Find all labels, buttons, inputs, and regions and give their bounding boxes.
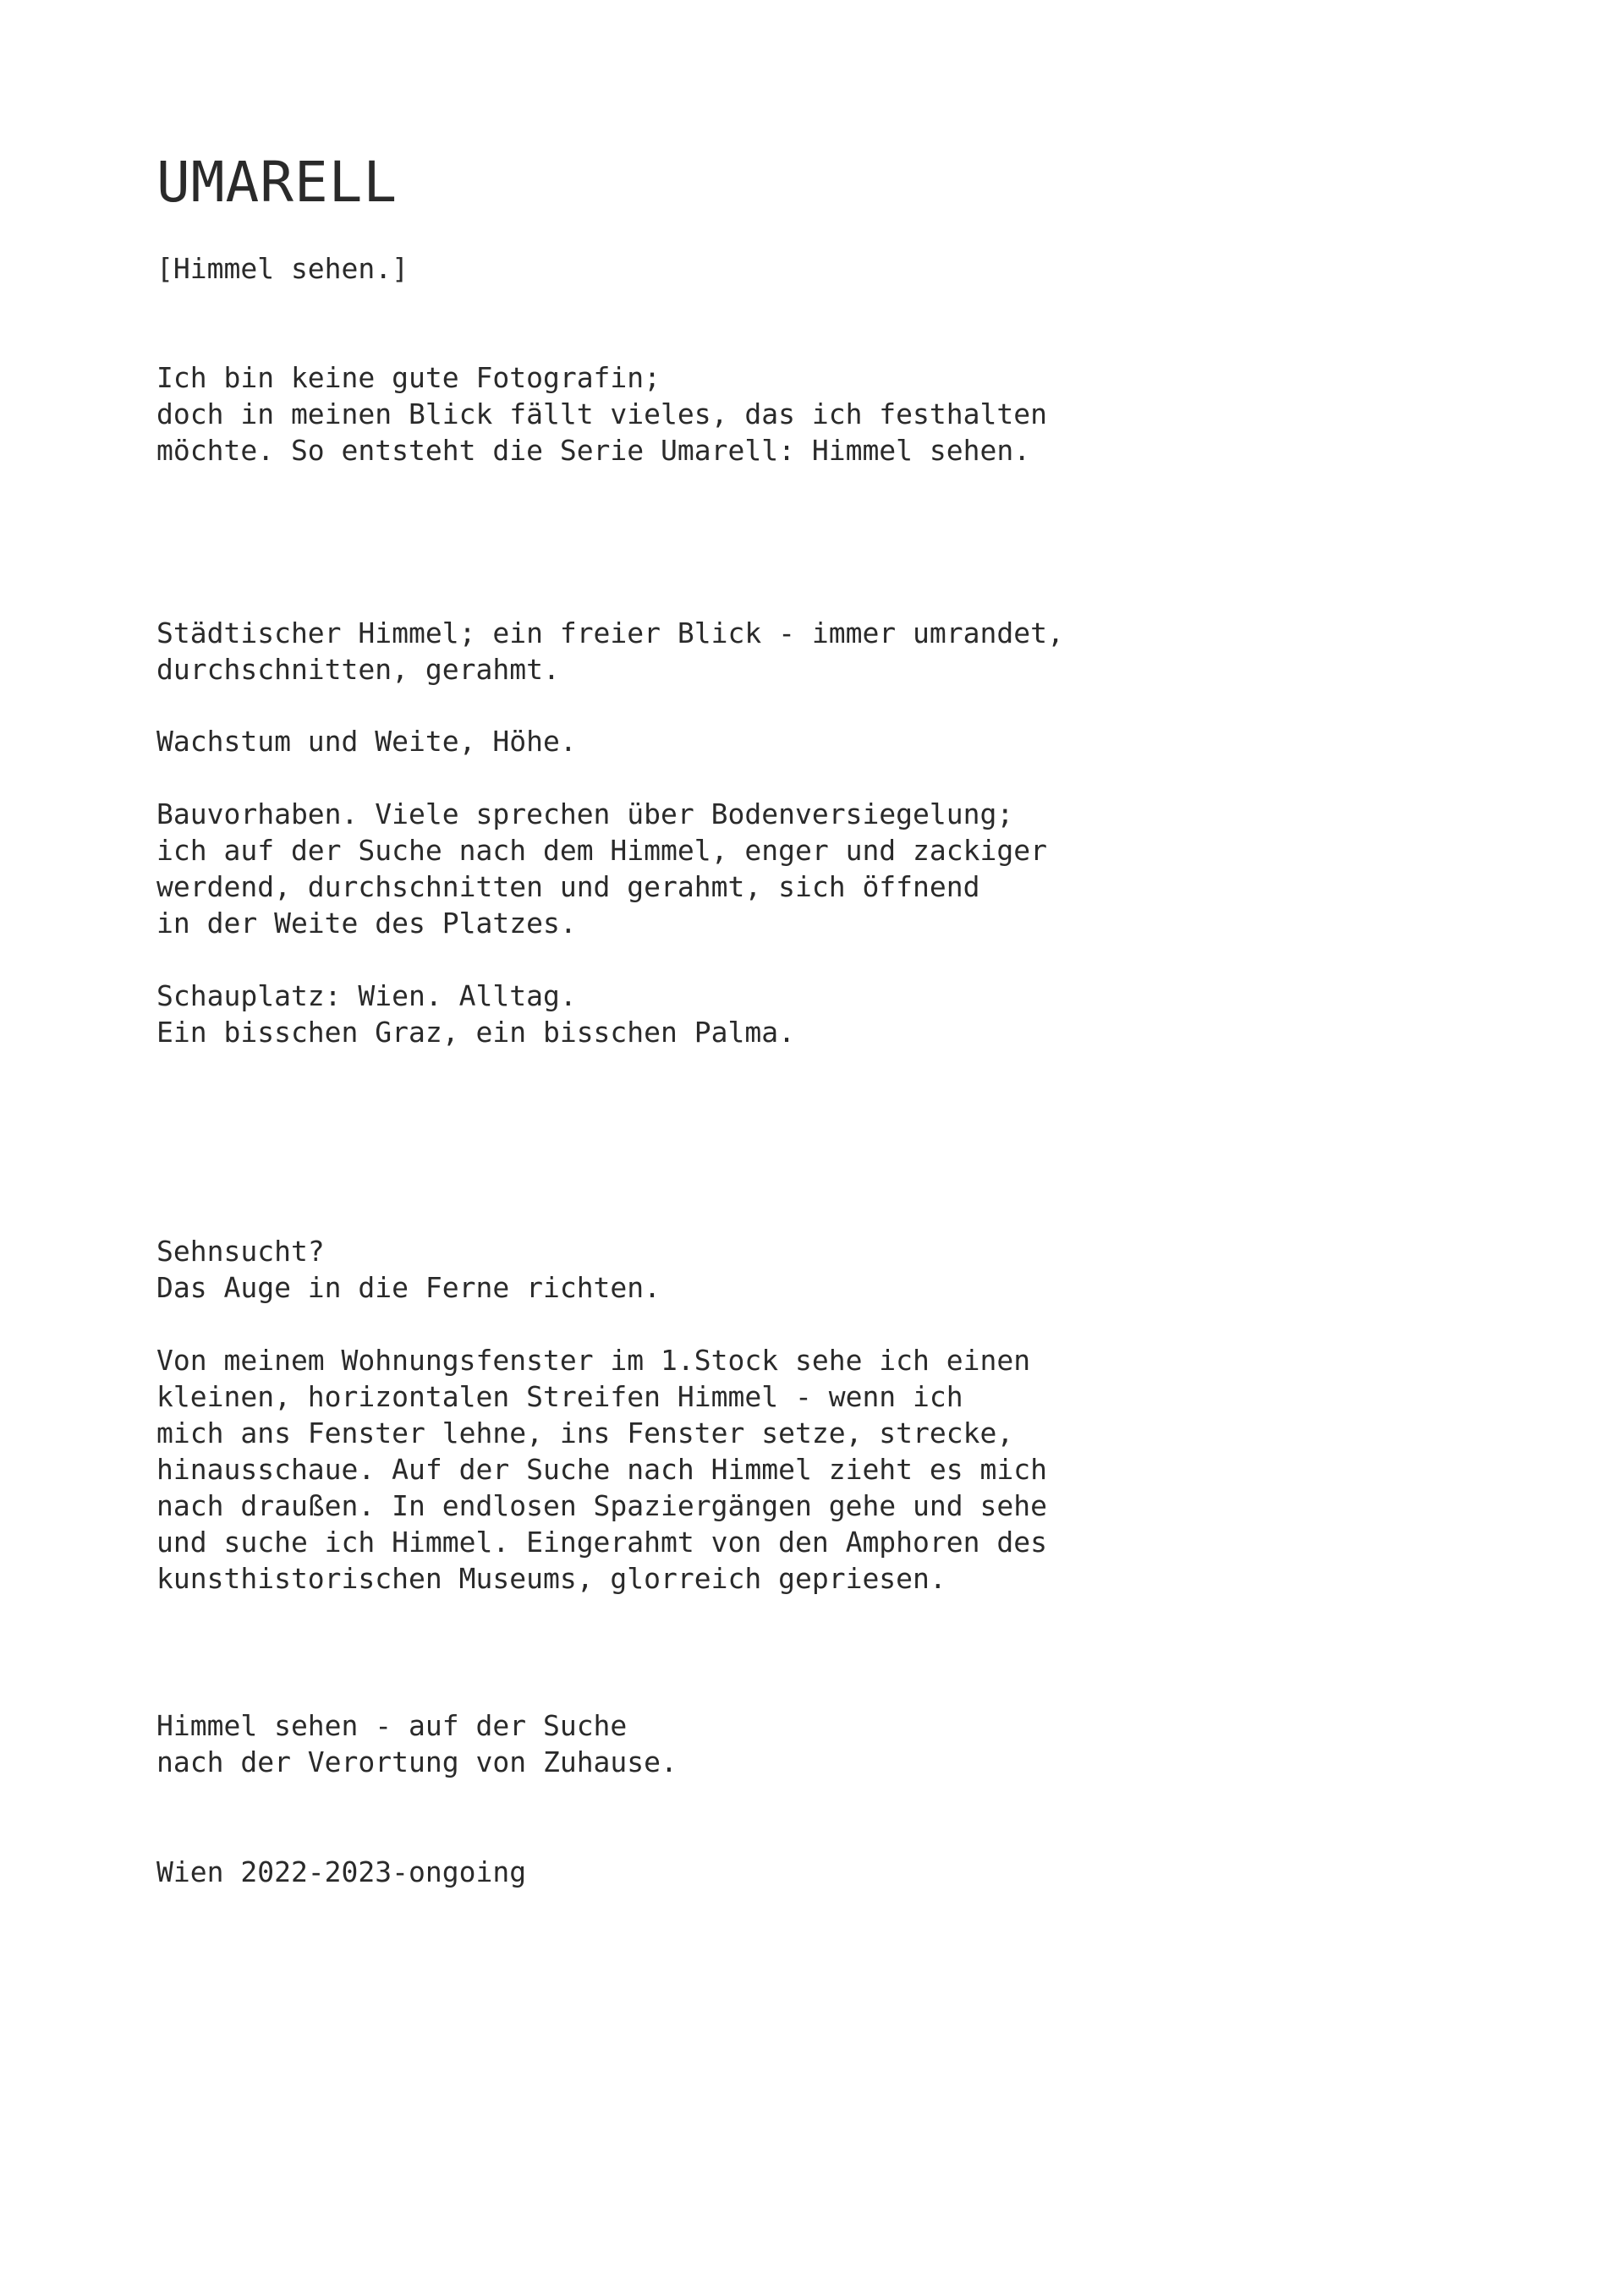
longing-paragraph bbox=[156, 1233, 661, 1306]
window-line: Von meinem Wohnungsfenster im 1.Stock sehe ich einen bbox=[156, 1344, 1031, 1377]
window-line: und suche ich Himmel. Eingerahmt von den Amphoren des bbox=[156, 1526, 1047, 1559]
intro-line: möchte. So entsteht die Serie Umarell: Himmel sehen. bbox=[156, 434, 1031, 467]
location-paragraph bbox=[156, 978, 795, 1050]
home-line: nach der Verortung von Zuhause. bbox=[156, 1745, 678, 1778]
footer-date bbox=[156, 1854, 526, 1890]
growth-line: Wachstum und Weite, Höhe. bbox=[156, 725, 577, 758]
window-line: kunsthistorischen Museums, glorreich gepriesen. bbox=[156, 1562, 946, 1595]
home-line: Himmel sehen - auf der Suche bbox=[156, 1709, 628, 1742]
intro-paragraph bbox=[156, 359, 1047, 469]
location-line: Schauplatz: Wien. Alltag. bbox=[156, 979, 577, 1012]
construction-paragraph bbox=[156, 796, 1047, 941]
home-paragraph bbox=[156, 1707, 678, 1780]
subtitle bbox=[156, 250, 409, 287]
footer-line: Wien 2022-2023-ongoing bbox=[156, 1855, 527, 1888]
page-title: UMARELL bbox=[156, 150, 398, 215]
growth-paragraph bbox=[156, 723, 577, 759]
city-sky-line: Städtischer Himmel; ein freier Blick - immer umrandet, bbox=[156, 616, 1064, 649]
construction-line: Bauvorhaben. Viele sprechen über Bodenversiegelung; bbox=[156, 797, 1014, 830]
longing-line: Das Auge in die Ferne richten. bbox=[156, 1271, 661, 1304]
longing-line: Sehnsucht? bbox=[156, 1235, 325, 1268]
construction-line: in der Weite des Platzes. bbox=[156, 907, 577, 940]
construction-line: werdend, durchschnitten und gerahmt, sich öffnend bbox=[156, 870, 980, 903]
window-line: kleinen, horizontalen Streifen Himmel - wenn ich bbox=[156, 1380, 963, 1413]
window-paragraph bbox=[156, 1342, 1047, 1597]
intro-line: Ich bin keine gute Fotografin; bbox=[156, 361, 661, 394]
city-sky-paragraph bbox=[156, 615, 1064, 688]
intro-line: doch in meinen Blick fällt vieles, das ich festhalten bbox=[156, 397, 1047, 430]
location-line: Ein bisschen Graz, ein bisschen Palma. bbox=[156, 1016, 795, 1049]
construction-line: ich auf der Suche nach dem Himmel, enger und zackiger bbox=[156, 834, 1047, 867]
window-line: hinausschaue. Auf der Suche nach Himmel zieht es mich bbox=[156, 1453, 1047, 1486]
window-line: nach draußen. In endlosen Spaziergängen gehe und sehe bbox=[156, 1489, 1047, 1522]
subtitle-line: [Himmel sehen.] bbox=[156, 252, 409, 285]
city-sky-line: durchschnitten, gerahmt. bbox=[156, 653, 560, 686]
window-line: mich ans Fenster lehne, ins Fenster setze, strecke, bbox=[156, 1417, 1014, 1449]
